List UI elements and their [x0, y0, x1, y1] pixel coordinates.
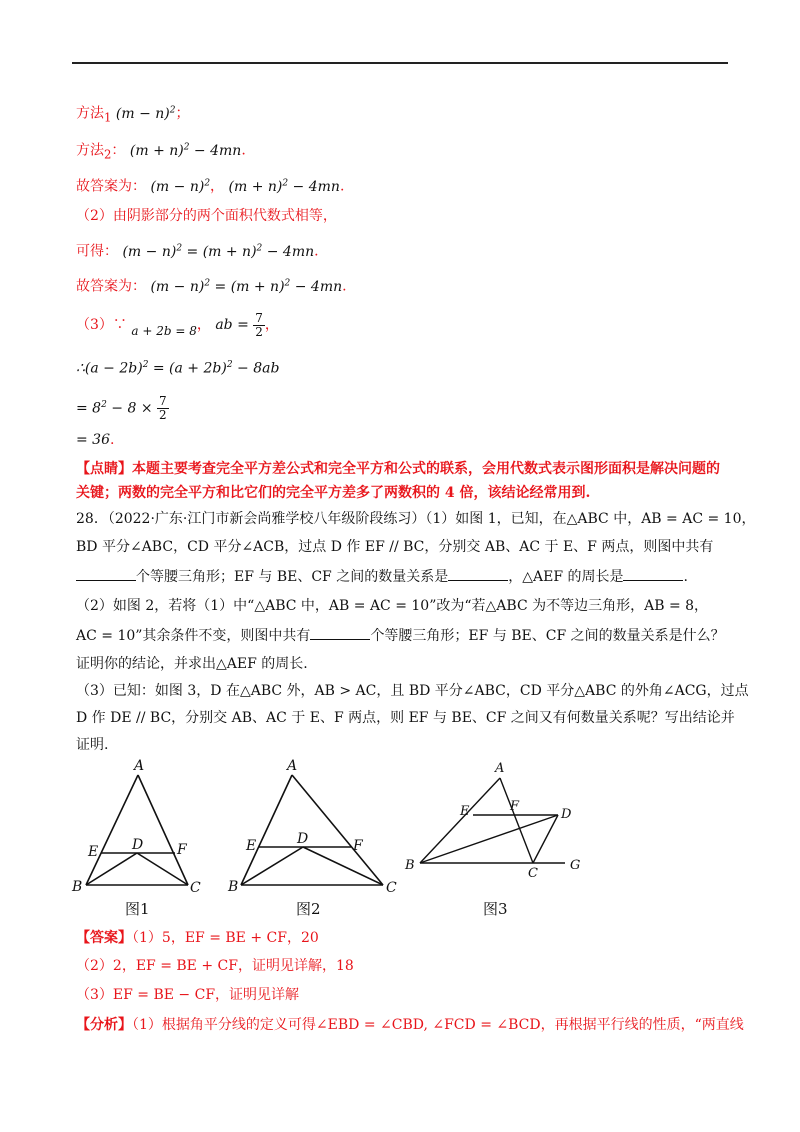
part-2-line: （2）由阴影部分的两个面积代数式相等，	[76, 208, 337, 224]
tip-line-2: 关键；两数的完全平方和比它们的完全平方差多了两数积的 4 倍，该结论经常用到.	[76, 485, 591, 501]
fig3-label-E: E	[460, 804, 470, 819]
fig2-label-B: B	[228, 879, 239, 895]
fig3-label-D: D	[561, 807, 572, 822]
fig1-label-C: C	[190, 880, 201, 895]
step-2-line: = $8^2 - 8$ × $\frac{7}{2}$	[76, 394, 167, 423]
fig1-caption: 图1	[125, 900, 150, 918]
fig2-label-F: F	[353, 838, 363, 854]
answer-blank	[76, 566, 136, 581]
question-line-8: D 作 DE // BC，分别交 AB、AC 于 E、F 两点，则 EF 与 BE、CF 之间又有何数量关系呢？写出结论并	[76, 710, 735, 726]
figure-2	[225, 755, 400, 895]
header-rule	[72, 62, 728, 64]
question-line-2: BD 平分∠ABC，CD 平分∠ACB，过点 D 作 EF // BC，分别交 AB、AC 于 E、F 两点，则图中共有	[76, 539, 714, 555]
question-line-3: 个等腰三角形；EF 与 BE、CF 之间的数量关系是 ，△AEF 的周长是 .	[76, 566, 688, 587]
question-line-1: 28．（2022·广东·江门市新会尚雅学校八年级阶段练习）（1）如图 1，已知，在△ABC 中，AB = AC = 10，	[76, 511, 756, 527]
question-line-9: 证明.	[76, 737, 109, 753]
fig3-label-A: A	[495, 761, 505, 776]
answer-line-c: （3）EF = BE − CF，证明见详解	[76, 987, 300, 1003]
figure-1	[70, 755, 220, 895]
fig3-label-B: B	[405, 858, 415, 873]
fig3-caption: 图3	[483, 900, 508, 918]
answer-blank	[310, 625, 370, 640]
question-line-6: 证明你的结论，并求出△AEF 的周长.	[76, 656, 308, 672]
method-2-line: 方法$_2$： $(m + n)^2 - 4mn$.	[76, 142, 246, 162]
question-line-4: （2）如图 2，若将（1）中“△ABC 中，AB = AC = 10”改为“若△ABC 为不等边三角形，AB = 8，	[76, 598, 709, 614]
fig1-label-B: B	[72, 879, 83, 895]
derive-line: 可得： $(m - n)^2 = (m + n)^2 - 4mn$.	[76, 243, 319, 260]
analysis-tag: 【分析】	[76, 1017, 132, 1033]
step-3-line: = 36.	[76, 432, 115, 448]
question-line-5: AC = 10”其余条件不变，则图中共有 个等腰三角形；EF 与 BE、CF 之间的数量关系是什么？	[76, 625, 725, 646]
fig1-label-F: F	[177, 842, 187, 858]
fig3-label-C: C	[528, 866, 538, 878]
fig2-label-D: D	[297, 831, 309, 847]
fig3-label-F: F	[510, 799, 520, 814]
answer-blank	[448, 566, 508, 581]
answer-line-a: 【答案】（1）5，EF = BE + CF，20	[76, 930, 319, 946]
answer-line-2: 故答案为： $(m - n)^2 = (m + n)^2 - 4mn$.	[76, 278, 347, 295]
fig2-label-E: E	[246, 838, 257, 854]
tip-tag: 【点睛】	[76, 461, 132, 477]
fig1-label-A: A	[134, 758, 145, 774]
answer-line-1: 故答案为： $(m - n)^2$， $(m + n)^2 - 4mn$.	[76, 178, 345, 195]
fig3-label-G: G	[570, 858, 581, 873]
answer-blank	[623, 566, 683, 581]
figure-3	[400, 748, 600, 878]
fig1-label-E: E	[88, 844, 99, 860]
fig2-label-C: C	[386, 880, 397, 895]
answer-line-b: （2）2，EF = BE + CF，证明见详解，18	[76, 958, 354, 974]
method-1-line: 方法$_1$ $(m - n)^2$；	[76, 105, 190, 125]
fig2-caption: 图2	[296, 900, 321, 918]
part-3-line: （3）∵ a + 2b = 8， ab = $\frac{7}{2}$ ，	[76, 310, 279, 339]
answer-tag: 【答案】	[76, 930, 132, 946]
step-1-line: ∴(a − $2b)^2 = (a + 2b)^2 - 8ab$	[76, 360, 280, 377]
fig1-label-D: D	[132, 837, 144, 853]
question-line-7: （3）已知：如图 3，D 在△ABC 外，AB > AC，且 BD 平分∠ABC，CD 平分△ABC 的外角∠ACG，过点	[76, 683, 749, 699]
fig2-label-A: A	[287, 758, 298, 774]
tip-line-1: 【点睛】本题主要考查完全平方差公式和完全平方和公式的联系，会用代数式表示图形面积是解决问题的	[76, 461, 720, 477]
analysis-line: 【分析】（1）根据角平分线的定义可得∠EBD = ∠CBD, ∠FCD = ∠BCD，再根据平行线的性质，“两直线	[76, 1017, 744, 1033]
